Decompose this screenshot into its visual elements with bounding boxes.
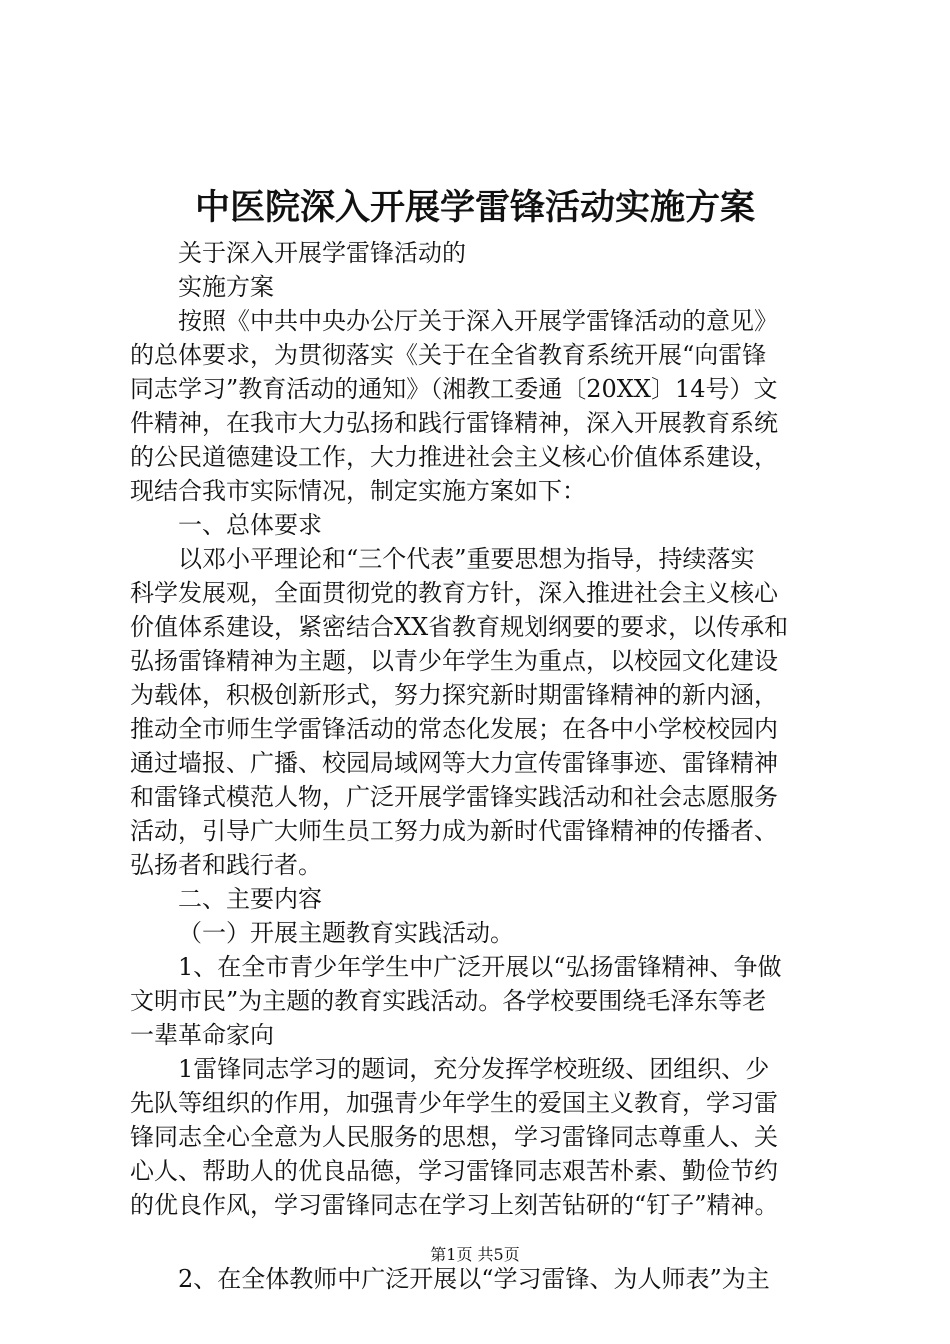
subtitle-line-2: 实施方案	[178, 273, 274, 301]
paragraph-line: 的公民道德建设工作，大力推进社会主义核心价值体系建设，	[130, 443, 778, 471]
paragraph-line: 活动，引导广大师生员工努力成为新时代雷锋精神的传播者、	[130, 817, 778, 845]
paragraph-line: 和雷锋式模范人物，广泛开展学雷锋实践活动和社会志愿服务	[130, 783, 778, 811]
document-title: 中医院深入开展学雷锋活动实施方案	[194, 187, 755, 228]
paragraph-line: 文明市民”为主题的教育实践活动。各学校要围绕毛泽东等老	[130, 987, 767, 1015]
paragraph-line: 1、在全市青少年学生中广泛开展以“弘扬雷锋精神、争做	[178, 953, 782, 981]
section-heading: 一、总体要求	[178, 511, 322, 539]
paragraph-line: 的总体要求，为贯彻落实《关于在全省教育系统开展“向雷锋	[130, 341, 767, 369]
paragraph-line: 2、在全体教师中广泛开展以“学习雷锋、为人师表”为主	[178, 1265, 770, 1293]
paragraph-line: 科学发展观，全面贯彻党的教育方针，深入推进社会主义核心	[130, 579, 778, 607]
paragraph-line: 先队等组织的作用，加强青少年学生的爱国主义教育，学习雷	[130, 1089, 778, 1117]
paragraph-line: 现结合我市实际情况，制定实施方案如下：	[130, 477, 586, 505]
subsection-heading: （一）开展主题教育实践活动。	[178, 919, 514, 947]
paragraph-line: 同志学习”教育活动的通知》（湘教工委通〔20XX〕14号）文	[130, 375, 778, 403]
paragraph-line: 锋同志全心全意为人民服务的思想，学习雷锋同志尊重人、关	[130, 1123, 778, 1151]
paragraph-line: 推动全市师生学雷锋活动的常态化发展；在各中小学校校园内	[130, 715, 778, 743]
document-body	[130, 236, 830, 1296]
section-heading: 二、主要内容	[178, 885, 322, 913]
paragraph-line: 心人、帮助人的优良品德，学习雷锋同志艰苦朴素、勤俭节约	[130, 1157, 778, 1185]
paragraph-line: 件精神，在我市大力弘扬和践行雷锋精神，深入开展教育系统	[130, 409, 778, 437]
subtitle-line-1: 关于深入开展学雷锋活动的	[178, 239, 466, 267]
paragraph-line: 以邓小平理论和“三个代表”重要思想为指导，持续落实	[178, 545, 755, 573]
paragraph-line: 为载体，积极创新形式，努力探究新时期雷锋精神的新内涵，	[130, 681, 778, 709]
paragraph-line: 弘扬雷锋精神为主题，以青少年学生为重点，以校园文化建设	[130, 647, 778, 675]
paragraph-line: 的优良作风，学习雷锋同志在学习上刻苦钻研的“钉子”精神。	[130, 1191, 779, 1219]
paragraph-line: 弘扬者和践行者。	[130, 851, 322, 879]
paragraph-line: 通过墙报、广播、校园局域网等大力宣传雷锋事迹、雷锋精神	[130, 749, 778, 777]
paragraph-line: 1雷锋同志学习的题词，充分发挥学校班级、团组织、少	[178, 1055, 770, 1083]
paragraph-line: 一辈革命家向	[130, 1021, 274, 1049]
page-footer: 第1页 共5页	[430, 1245, 520, 1264]
paragraph-line: 价值体系建设，紧密结合XX省教育规划纲要的要求，以传承和	[130, 613, 789, 641]
paragraph-line: 按照《中共中央办公厅关于深入开展学雷锋活动的意见》	[178, 307, 778, 335]
